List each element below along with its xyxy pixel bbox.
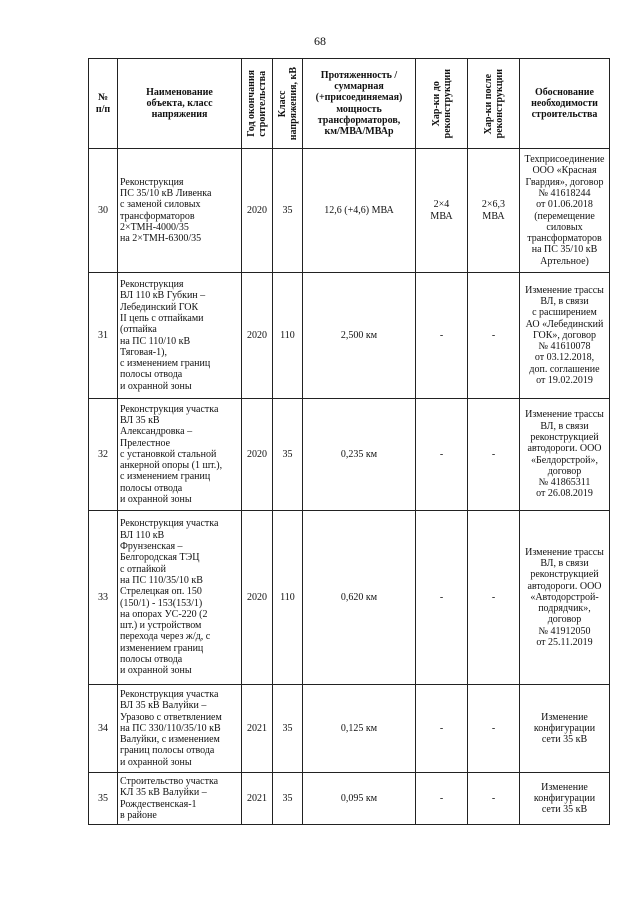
completion-year: 2021 bbox=[242, 773, 273, 825]
construction-table bbox=[88, 58, 610, 825]
specs-after: 2×6,3 МВА bbox=[468, 149, 520, 273]
specs-before: - bbox=[416, 399, 468, 511]
table-row bbox=[89, 511, 610, 685]
specs-before: 2×4 МВА bbox=[416, 149, 468, 273]
object-name: Реконструкция ПС 35/10 кВ Ливенка с заменой силовых трансформаторов 2×ТМН-4000/35 на 2×ТМН-6300/35 bbox=[118, 149, 242, 273]
row-number: 33 bbox=[89, 511, 118, 685]
length-capacity: 2,500 км bbox=[303, 273, 416, 399]
justification: Изменение трассы ВЛ, в связи реконструкцией автодороги. ООО «Белдорстрой», договор № 41865311 от 26.08.2019 bbox=[520, 399, 610, 511]
header-length: Протяженность / суммарная (+присоединяемая) мощность трансформаторов, км/МВА/МВАр bbox=[303, 59, 416, 149]
completion-year: 2020 bbox=[242, 399, 273, 511]
completion-year: 2021 bbox=[242, 685, 273, 773]
header-before-text: Хар-ки до реконструкции bbox=[430, 68, 453, 139]
row-number: 31 bbox=[89, 273, 118, 399]
completion-year: 2020 bbox=[242, 273, 273, 399]
justification: Изменение трассы ВЛ, в связи реконструкцией автодороги. ООО «Автодорстрой- подрядчик», договор № 41912050 от 25.11.2019 bbox=[520, 511, 610, 685]
table-row bbox=[89, 399, 610, 511]
justification: Изменение конфигурации сети 35 кВ bbox=[520, 773, 610, 825]
row-number: 32 bbox=[89, 399, 118, 511]
justification: Техприсоединение ООО «Красная Гвардия», договор № 41618244 от 01.06.2018 (перемещение силовых трансформаторов на ПС 35/10 кВ Артельное) bbox=[520, 149, 610, 273]
table-row bbox=[89, 273, 610, 399]
header-voltage-text: Класс напряжения, кВ bbox=[276, 66, 299, 141]
specs-before: - bbox=[416, 773, 468, 825]
specs-before: - bbox=[416, 685, 468, 773]
length-capacity: 0,125 км bbox=[303, 685, 416, 773]
table-row bbox=[89, 685, 610, 773]
header-year bbox=[242, 59, 273, 149]
object-name: Строительство участка КЛ 35 кВ Валуйки – Рождественская-1 в районе bbox=[118, 773, 242, 825]
object-name: Реконструкция участка ВЛ 110 кВ Фрунзенская – Белгородская ТЭЦ с отпайкой на ПС 110/35/10 кВ Стрелецкая оп. 150 (150/1) - 153(153/1) на опорах УС-220 (2 шт.) и устройством перехода через ж/д, с изменением границ полосы отвода и охранной зоны bbox=[118, 511, 242, 685]
completion-year: 2020 bbox=[242, 511, 273, 685]
header-before bbox=[416, 59, 468, 149]
page-number: 68 bbox=[314, 34, 326, 48]
header-year-text: Год окончания строительства bbox=[246, 70, 268, 137]
row-number: 34 bbox=[89, 685, 118, 773]
length-capacity: 0,235 км bbox=[303, 399, 416, 511]
header-name: Наименование объекта, класс напряжения bbox=[118, 59, 242, 149]
specs-before: - bbox=[416, 511, 468, 685]
voltage-class: 110 bbox=[273, 273, 303, 399]
specs-after: - bbox=[468, 273, 520, 399]
specs-after: - bbox=[468, 773, 520, 825]
justification: Изменение трассы ВЛ, в связи с расширением АО «Лебединский ГОК», договор № 41610078 от 03.12.2018, доп. соглашение от 19.02.2019 bbox=[520, 273, 610, 399]
completion-year: 2020 bbox=[242, 149, 273, 273]
length-capacity: 0,095 км bbox=[303, 773, 416, 825]
row-number: 30 bbox=[89, 149, 118, 273]
header-voltage bbox=[273, 59, 303, 149]
specs-after: - bbox=[468, 685, 520, 773]
object-name: Реконструкция участка ВЛ 35 кВ Александровка – Прелестное с установкой стальной анкерной опоры (1 шт.), с изменением границ полосы отвода и охранной зоны bbox=[118, 399, 242, 511]
row-number: 35 bbox=[89, 773, 118, 825]
length-capacity: 0,620 км bbox=[303, 511, 416, 685]
voltage-class: 35 bbox=[273, 149, 303, 273]
voltage-class: 110 bbox=[273, 511, 303, 685]
justification: Изменение конфигурации сети 35 кВ bbox=[520, 685, 610, 773]
object-name: Реконструкция участка ВЛ 35 кВ Валуйки – Уразово с ответвлением на ПС 330/110/35/10 кВ Валуйки, с изменением границ полосы отвода и охранной зоны bbox=[118, 685, 242, 773]
table-row bbox=[89, 149, 610, 273]
length-capacity: 12,6 (+4,6) МВА bbox=[303, 149, 416, 273]
specs-after: - bbox=[468, 399, 520, 511]
specs-after: - bbox=[468, 511, 520, 685]
header-after bbox=[468, 59, 520, 149]
header-after-text: Хар-ки после реконструкции bbox=[482, 68, 505, 139]
voltage-class: 35 bbox=[273, 685, 303, 773]
voltage-class: 35 bbox=[273, 773, 303, 825]
header-num: № п/п bbox=[89, 59, 118, 149]
header-justification: Обоснование необходимости строительства bbox=[520, 59, 610, 149]
object-name: Реконструкция ВЛ 110 кВ Губкин – Лебединский ГОК II цепь с отпайками (отпайка на ПС 110/10 кВ Тяговая-1), с изменением границ полосы отвода и охранной зоны bbox=[118, 273, 242, 399]
header-row bbox=[89, 59, 610, 149]
specs-before: - bbox=[416, 273, 468, 399]
table-row bbox=[89, 773, 610, 825]
voltage-class: 35 bbox=[273, 399, 303, 511]
